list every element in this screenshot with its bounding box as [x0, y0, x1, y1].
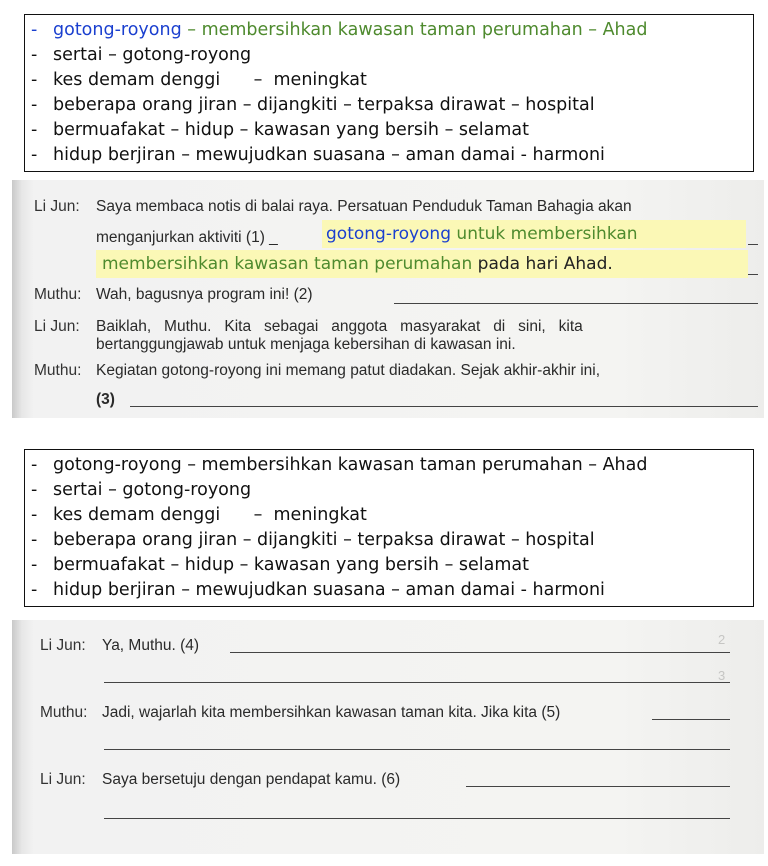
- answer-term: gotong-royong: [326, 224, 452, 244]
- answer-highlight-2: membersihkan kawasan taman perumahan pada hari Ahad.: [96, 250, 748, 278]
- answer-line-1[interactable]: [748, 244, 758, 245]
- key-point-6: - hidup berjiran – mewujudkan suasana – aman damai - harmoni: [31, 145, 605, 165]
- dialogue-line-lijun-2: Li Jun: Baiklah, Muthu. Kita sebagai anggota masyarakat di sini, kita: [34, 318, 583, 335]
- answer-line-2[interactable]: [394, 303, 758, 304]
- key-point-3: - kes demam denggi – meningkat: [31, 70, 367, 90]
- dialogue-line-lijun-6: Li Jun: Saya bersetuju dengan pendapat kamu. (6): [40, 771, 401, 788]
- key-point-1: - gotong-royong – membersihkan kawasan taman perumahan – Ahad: [31, 20, 648, 40]
- key-points-box-middle: [24, 449, 754, 607]
- speaker-label: Li Jun:: [34, 198, 80, 215]
- dialogue-excerpt-1: [12, 180, 764, 418]
- key-point-1: - gotong-royong – membersihkan kawasan taman perumahan – Ahad: [31, 455, 648, 475]
- key-point-2: - sertai – gotong-royong: [31, 45, 252, 65]
- answer-line-5b[interactable]: [104, 749, 730, 750]
- key-point-3: - kes demam denggi – meningkat: [31, 505, 367, 525]
- dialogue-line-muthu-2: Muthu: Kegiatan gotong-royong ini memang patut diadakan. Sejak akhir-akhir ini,: [34, 362, 601, 379]
- key-point-4: - beberapa orang jiran – dijangkiti – terpaksa dirawat – hospital: [31, 95, 595, 115]
- answer-line-3[interactable]: [130, 406, 758, 407]
- blank-label-3: (3): [96, 391, 115, 408]
- key-point-6: - hidup berjiran – mewujudkan suasana – aman damai - harmoni: [31, 580, 605, 600]
- key-point-1-term: gotong-royong: [53, 20, 182, 40]
- answer-line-4[interactable]: [230, 652, 730, 653]
- dialogue-line-muthu-5: Muthu: Jadi, wajarlah kita membersihkan kawasan taman kita. Jika kita (5): [40, 704, 561, 721]
- key-points-box-top: [24, 14, 754, 172]
- dialogue-line-muthu-1: Muthu: Wah, bagusnya program ini! (2): [34, 286, 313, 303]
- dialogue-line-lijun-4: Li Jun: Ya, Muthu. (4): [40, 637, 200, 654]
- dialogue-excerpt-2: [12, 620, 764, 854]
- answer-highlight-1: gotong-royong untuk membersihkan: [322, 220, 746, 248]
- answer-line-1b[interactable]: [748, 274, 758, 275]
- key-point-4: - beberapa orang jiran – dijangkiti – terpaksa dirawat – hospital: [31, 530, 595, 550]
- bleed-through-text: 2: [718, 632, 726, 647]
- answer-line-5[interactable]: [652, 719, 730, 720]
- answer-line-6[interactable]: [466, 786, 730, 787]
- key-point-5: - bermuafakat – hidup – kawasan yang bersih – selamat: [31, 555, 529, 575]
- answer-line-6b[interactable]: [104, 818, 730, 819]
- bleed-through-text: 3: [718, 668, 726, 683]
- key-point-5: - bermuafakat – hidup – kawasan yang bersih – selamat: [31, 120, 529, 140]
- dialogue-line-lijun-1b: menganjurkan aktiviti (1) _: [96, 229, 278, 246]
- dialogue-line-lijun-2b: bertanggungjawab untuk menjaga kebersihan di kawasan ini.: [96, 336, 516, 353]
- dialogue-line-lijun-1: Li Jun: Saya membaca notis di balai raya. Persatuan Penduduk Taman Bahagia akan: [34, 198, 632, 215]
- answer-line-4b[interactable]: [104, 682, 730, 683]
- key-point-2: - sertai – gotong-royong: [31, 480, 252, 500]
